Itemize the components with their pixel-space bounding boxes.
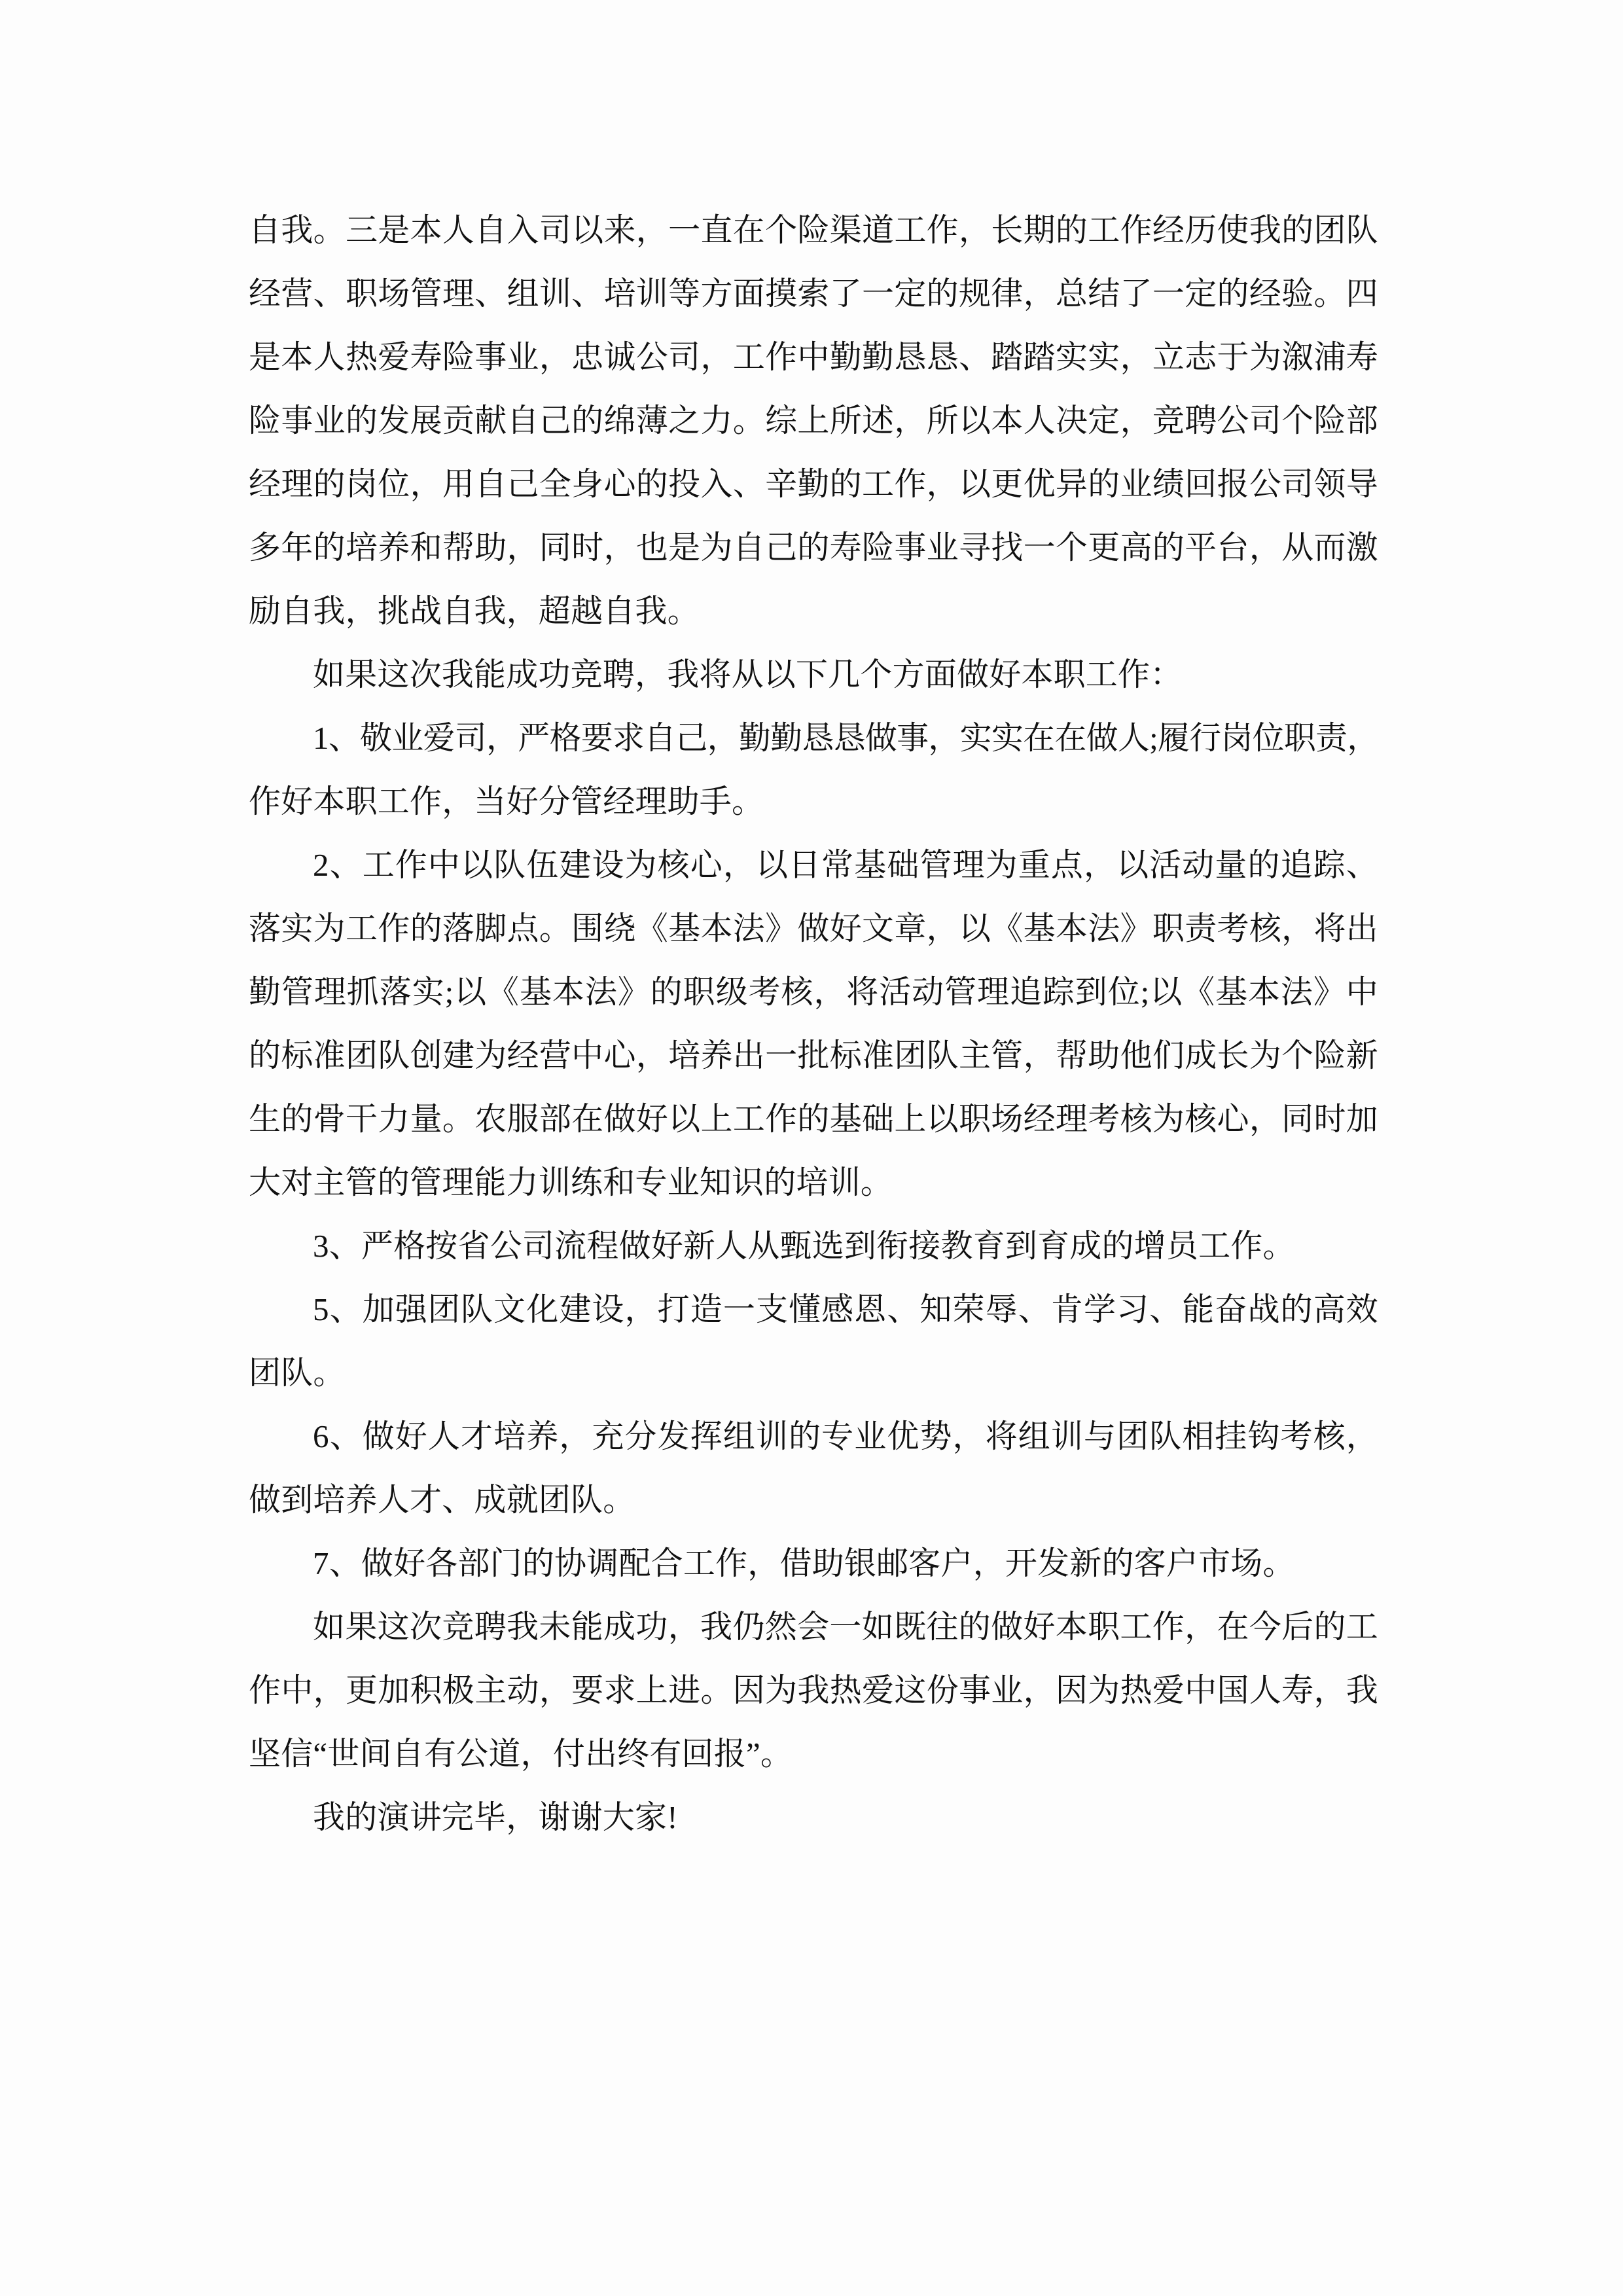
text-line: 3、严格按省公司流程做好新人从甄选到衔接教育到育成的增员工作。 (313, 1228, 1295, 1264)
text-line: 作好本职工作，当好分管经理助手。 (249, 783, 764, 819)
text-line: 作中，更加积极主动，要求上进。因为我热爱这份事业，因为热爱中国人寿，我 (249, 1672, 1378, 1708)
text-line: 险事业的发展贡献自己的绵薄之力。综上所述，所以本人决定，竞聘公司个险部 (249, 403, 1378, 439)
text-line: 落实为工作的落脚点。围绕《基本法》做好文章，以《基本法》职责考核，将出 (249, 910, 1378, 946)
text-line: 7、做好各部门的协调配合工作，借助银邮客户，开发新的客户市场。 (313, 1545, 1295, 1581)
text-line: 励自我，挑战自我，超越自我。 (249, 593, 700, 629)
text-line: 经理的岗位，用自己全身心的投入、辛勤的工作，以更优异的业绩回报公司领导 (249, 466, 1378, 502)
document-text-block (249, 198, 1378, 1849)
text-line: 如果这次我能成功竞聘，我将从以下几个方面做好本职工作： (313, 656, 1183, 692)
text-line: 6、做好人才培养，充分发挥组训的专业优势，将组训与团队相挂钩考核， (313, 1418, 1378, 1454)
text-line: 如果这次竞聘我未能成功，我仍然会一如既往的做好本职工作，在今后的工 (313, 1609, 1378, 1645)
text-line: 多年的培养和帮助，同时，也是为自己的寿险事业寻找一个更高的平台，从而激 (249, 529, 1378, 565)
text-line: 自我。三是本人自入司以来，一直在个险渠道工作，长期的工作经历使我的团队 (249, 212, 1378, 248)
text-line: 2、工作中以队伍建设为核心，以日常基础管理为重点，以活动量的追踪、 (313, 847, 1378, 883)
text-line: 生的骨干力量。农服部在做好以上工作的基础上以职场经理考核为核心，同时加 (249, 1101, 1378, 1137)
text-line: 勤管理抓落实;以《基本法》的职级考核，将活动管理追踪到位;以《基本法》中 (249, 974, 1378, 1010)
text-line: 是本人热爱寿险事业，忠诚公司，工作中勤勤恳恳、踏踏实实，立志于为溆浦寿 (249, 339, 1378, 375)
text-line: 团队。 (249, 1355, 346, 1391)
text-line: 我的演讲完毕，谢谢大家! (313, 1799, 678, 1835)
text-line: 的标准团队创建为经营中心，培养出一批标准团队主管，帮助他们成长为个险新 (249, 1037, 1378, 1073)
text-line: 1、敬业爱司，严格要求自己，勤勤恳恳做事，实实在在做人;履行岗位职责， (313, 720, 1378, 756)
text-line: 做到培养人才、成就团队。 (249, 1482, 635, 1518)
text-line: 坚信“世间自有公道，付出终有回报”。 (249, 1736, 793, 1772)
text-line: 5、加强团队文化建设，打造一支懂感恩、知荣辱、肯学习、能奋战的高效 (313, 1291, 1378, 1327)
text-line: 经营、职场管理、组训、培训等方面摸索了一定的规律，总结了一定的经验。四 (249, 276, 1378, 312)
text-line: 大对主管的管理能力训练和专业知识的培训。 (249, 1164, 893, 1200)
